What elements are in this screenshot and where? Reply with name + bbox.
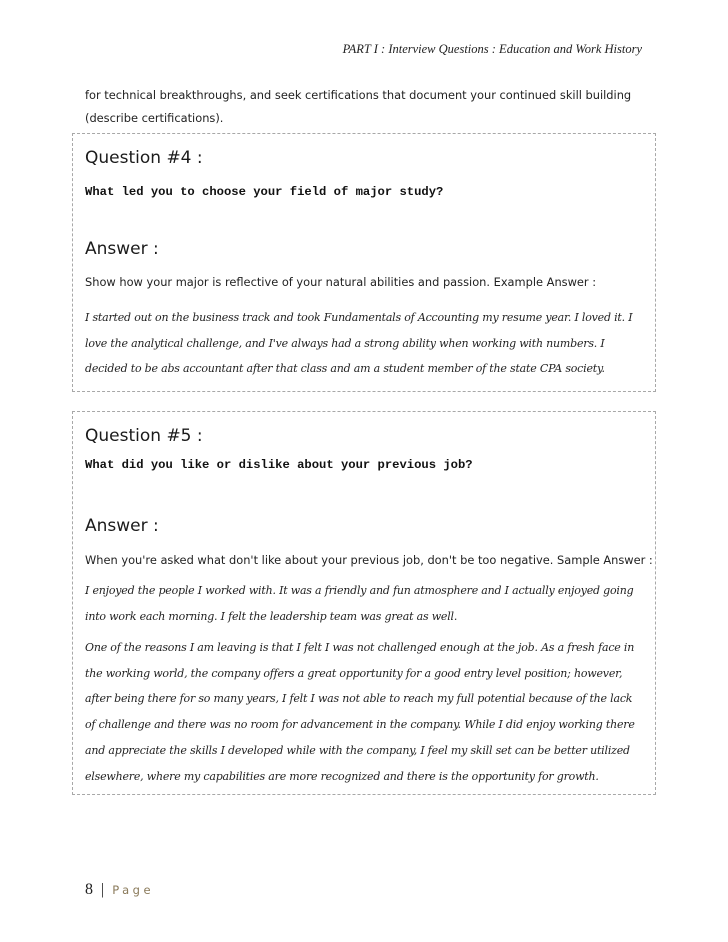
- sample-line: decided to be abs accountant after that class and am a student member of the state CPA society.: [85, 362, 605, 376]
- question-4-text: What led you to choose your field of major study?: [85, 185, 444, 199]
- question-5-box: [72, 411, 656, 795]
- footer-separator: |: [101, 881, 105, 898]
- answer-5-sample-1: [85, 578, 650, 629]
- sample-line: One of the reasons I am leaving is that I felt I was not challenged enough at the job. As a fresh face in: [85, 641, 635, 654]
- answer-4-title: Answer :: [85, 239, 159, 259]
- intro-paragraph: [85, 84, 645, 130]
- running-header: PART I : Interview Questions : Education and Work History: [342, 42, 642, 56]
- answer-5-title: Answer :: [85, 516, 159, 536]
- sample-line: love the analytical challenge, and I've always had a strong ability when working with numbers. I: [85, 336, 605, 350]
- page-number: 8: [85, 881, 93, 898]
- sample-line: of challenge and there was no room for advancement in the company. While I did enjoy working there: [85, 718, 635, 732]
- question-4-box: [72, 133, 656, 392]
- sample-line: and appreciate the skills I developed while with the company, I feel my skill set can be better utilized: [85, 743, 630, 757]
- answer-4-sample: [85, 305, 650, 382]
- answer-5-sample-2: [85, 635, 650, 789]
- page-word: Page: [112, 883, 155, 897]
- sample-line: after being there for so many years, I felt I was not able to reach my full potential because of the lack: [85, 692, 633, 706]
- question-5-text: What did you like or dislike about your previous job?: [85, 458, 473, 472]
- sample-line: elsewhere, where my capabilities are more recognized and there is the opportunity for growth.: [85, 769, 599, 783]
- question-4-title: Question #4 :: [85, 148, 203, 168]
- sample-line: into work each morning. I felt the leadership team was great as well.: [85, 609, 458, 623]
- question-5-title: Question #5 :: [85, 426, 203, 446]
- answer-5-lead: When you're asked what don't like about your previous job, don't be too negative. Sample Answer :: [85, 553, 653, 567]
- page-footer: [85, 881, 154, 899]
- sample-line: the working world, the company offers a great opportunity for a good entry level position; however,: [85, 666, 623, 680]
- intro-line: (describe certifications).: [85, 111, 224, 125]
- sample-line: I started out on the business track and took Fundamentals of Accounting my resume year. I loved it. I: [85, 311, 633, 324]
- intro-line: for technical breakthroughs, and seek certifications that document your continued skill building: [85, 88, 632, 102]
- answer-4-lead: Show how your major is reflective of your natural abilities and passion. Example Answer :: [85, 275, 597, 289]
- sample-line: I enjoyed the people I worked with. It was a friendly and fun atmosphere and I actually enjoyed going: [85, 584, 634, 597]
